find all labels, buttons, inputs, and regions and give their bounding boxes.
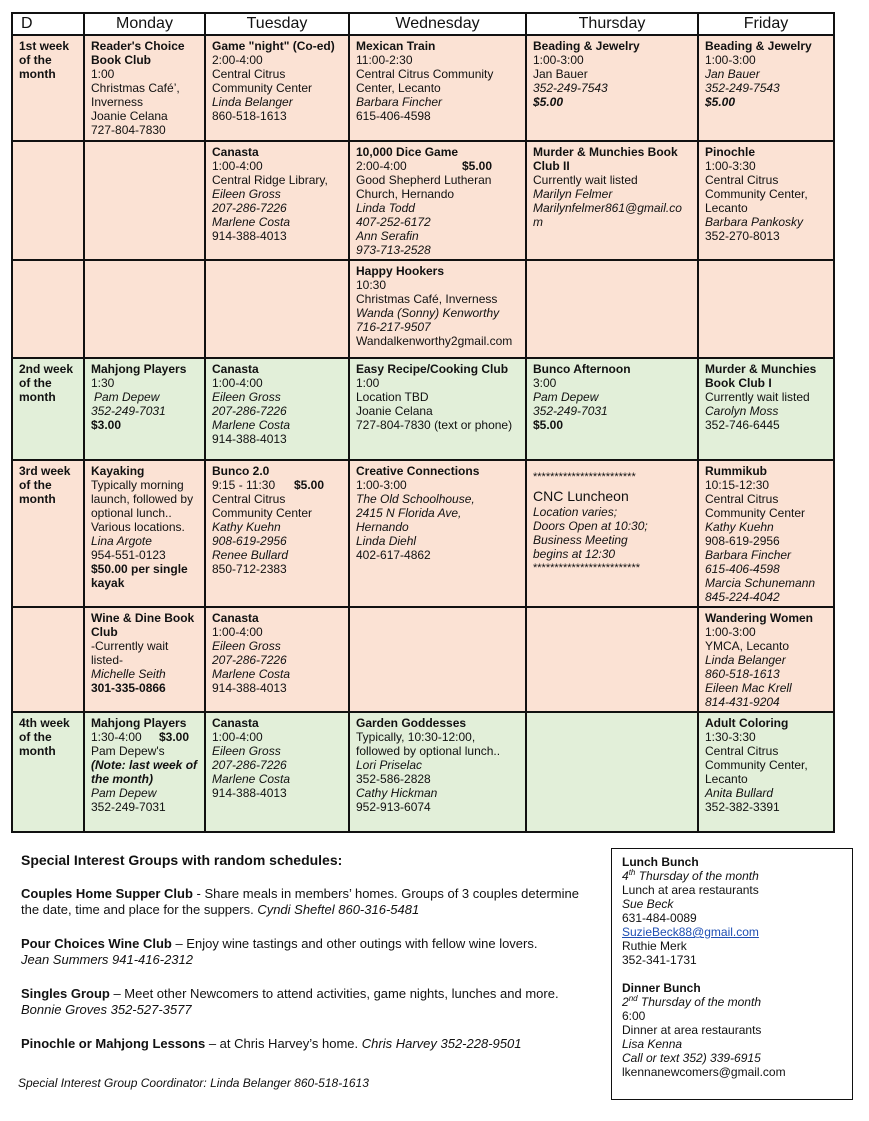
event-game-night — [205, 35, 349, 141]
event-phone: 301-335-0866 — [91, 681, 166, 695]
week-label-empty — [12, 607, 84, 712]
empty-cell — [698, 260, 834, 358]
week2-row — [12, 358, 834, 460]
calendar-table — [11, 12, 835, 833]
event-title: Game "night" (Co-ed) — [212, 39, 335, 53]
event-time: 10:30 — [356, 278, 387, 292]
event-time: 1:30-4:00 — [91, 730, 142, 744]
event-title: 10,000 Dice Game — [356, 145, 459, 159]
group-singles — [21, 986, 596, 1018]
week-label-empty — [12, 141, 84, 260]
lunch-ordinal: 4 — [622, 869, 629, 883]
event-wine-dine — [84, 607, 205, 712]
event-contact: Jan Bauer — [533, 67, 588, 81]
event-adult-coloring — [698, 712, 834, 832]
event-contact: Barbara Fincher — [705, 548, 792, 562]
dinner-location: Dinner at area restaurants — [622, 1023, 762, 1037]
event-time: 1:00-3:30 — [705, 159, 756, 173]
event-title: Murder & Munchies Book Club I — [705, 362, 817, 390]
dinner-ordinal-suffix: nd — [628, 994, 638, 1003]
event-happy-hookers — [349, 260, 526, 358]
group-description: - Share meals in members’ homes. Groups of 3 couples determine the date, time and place for the suppers. — [21, 886, 579, 917]
event-title: Murder & Munchies Book Club II — [533, 145, 678, 173]
event-canasta — [205, 712, 349, 832]
event-title: Bunco Afternoon — [533, 362, 631, 376]
group-contact: Jean Summers 941-416-2312 — [21, 952, 193, 967]
week4-row — [12, 712, 834, 832]
header-row — [12, 13, 834, 35]
event-phone: 207-286-7226 — [212, 201, 287, 215]
event-time: 11:00-2:30 — [356, 53, 413, 67]
event-contact: Pam Depew — [533, 390, 599, 404]
event-phone: 850-712-2383 — [212, 562, 287, 576]
event-status: Currently wait listed — [533, 173, 638, 187]
group-lessons — [21, 1036, 596, 1052]
event-phone: 727-804-7830 — [91, 123, 166, 137]
event-time: 1:00-4:00 — [212, 159, 263, 173]
event-phone: 914-388-4013 — [212, 681, 287, 695]
event-contact: Eileen Gross — [212, 390, 281, 404]
event-contact: Joanie Celana — [356, 404, 433, 418]
group-name: Pour Choices Wine Club — [21, 936, 172, 951]
dinner-phone: Call or text 352) 339-6915 — [622, 1051, 761, 1065]
event-phone: 352-249-7031 — [91, 800, 166, 814]
week3-row-a — [12, 460, 834, 607]
event-time: 1:00-3:00 — [533, 53, 584, 67]
dinner-time: 6:00 — [622, 1009, 646, 1023]
event-time: 3:00 — [533, 376, 557, 390]
event-title: Wandering Women — [705, 611, 813, 625]
event-dice-game — [349, 141, 526, 260]
event-title: Adult Coloring — [705, 716, 789, 730]
lunch-location: Lunch at area restaurants — [622, 883, 759, 897]
stars-divider: ************************ — [533, 471, 636, 483]
event-bunco — [205, 460, 349, 607]
event-title: Canasta — [212, 611, 259, 625]
event-phone: 914-388-4013 — [212, 786, 287, 800]
event-price: $5.00 — [533, 418, 564, 432]
event-time: Doors Open at 10:30; — [533, 519, 648, 533]
event-contact: Marcia Schunemann — [705, 576, 816, 590]
event-phone: 352-382-3391 — [705, 800, 780, 814]
event-phone: 914-388-4013 — [212, 432, 287, 446]
event-phone: 615-406-4598 — [356, 109, 431, 123]
event-location: Christmas Café’, — [91, 81, 180, 95]
stars-divider: ************************* — [533, 562, 641, 574]
event-phone: 954-551-0123 — [91, 548, 166, 562]
event-phone: 908-619-2956 — [212, 534, 287, 548]
event-status: -Currently wait listed- — [91, 639, 169, 667]
event-title: CNC Luncheon — [533, 488, 629, 504]
dinner-when — [622, 995, 842, 1009]
event-price: $3.00 — [158, 730, 189, 744]
event-title: Bunco 2.0 — [212, 464, 270, 478]
dinner-bunch-title: Dinner Bunch — [622, 981, 701, 995]
event-phone: 952-913-6074 — [356, 800, 431, 814]
event-title: Canasta — [212, 716, 259, 730]
event-contact: Marilyn Felmer — [533, 187, 613, 201]
event-contact: Lori Priselac — [356, 758, 423, 772]
event-contact: Linda Todd — [356, 201, 415, 215]
week-label-empty — [12, 260, 84, 358]
group-name: Couples Home Supper Club — [21, 886, 193, 901]
event-contact: Eileen Gross — [212, 744, 281, 758]
event-canasta — [205, 141, 349, 260]
event-title: Garden Goddesses — [356, 716, 467, 730]
event-contact: Eileen Mac Krell — [705, 681, 792, 695]
event-time: 1:00-3:00 — [705, 625, 756, 639]
dinner-when-text: Thursday of the month — [637, 995, 761, 1009]
event-time: 1:30-3:30 — [705, 730, 756, 744]
event-price: $5.00 — [533, 95, 564, 109]
dinner-email: lkennanewcomers@gmail.com — [622, 1065, 786, 1079]
event-bunco-afternoon — [526, 358, 698, 460]
event-canasta — [205, 607, 349, 712]
event-location: Central Citrus Community Center — [212, 67, 313, 95]
group-contact: Chris Harvey 352-228-9501 — [361, 1036, 522, 1051]
event-contact: Marlene Costa — [212, 667, 291, 681]
event-phone: 860-518-1613 — [705, 667, 780, 681]
event-phone: 352-249-7543 — [533, 81, 608, 95]
lunch-phone: 631-484-0089 — [622, 911, 697, 925]
event-location: Inverness — [91, 95, 144, 109]
event-mahjong — [84, 358, 205, 460]
event-location: The Old Schoolhouse, 2415 N Florida Ave, Hernando — [356, 492, 475, 534]
event-title: Mahjong Players — [91, 716, 187, 730]
event-phone: 352-586-2828 — [356, 772, 431, 786]
event-contact: Renee Bullard — [212, 548, 289, 562]
event-contact: Pam Depew — [94, 390, 160, 404]
empty-cell — [526, 260, 698, 358]
lunch-dinner-box — [611, 848, 853, 1100]
empty-cell — [526, 607, 698, 712]
event-price: $5.00 — [461, 159, 492, 173]
coordinator-note: Special Interest Group Coordinator: Linda Belanger 860-518-1613 — [18, 1076, 369, 1090]
event-contact: Carolyn Moss — [705, 404, 779, 418]
event-contact: Lina Argote — [91, 534, 152, 548]
event-title: Easy Recipe/Cooking Club — [356, 362, 509, 376]
event-kayaking — [84, 460, 205, 607]
event-email: Wandalkenworthy2gmail.com — [356, 334, 513, 348]
event-location: Central Citrus Community Center, Lecanto — [705, 173, 808, 215]
event-contact: Michelle Seith — [91, 667, 166, 681]
event-readers-choice — [84, 35, 205, 141]
event-easy-recipe — [349, 358, 526, 460]
group-name: Pinochle or Mahjong Lessons — [21, 1036, 206, 1051]
event-cnc-luncheon — [526, 460, 698, 607]
event-location: Pam Depew's — [91, 744, 165, 758]
event-contact: Kathy Kuehn — [212, 520, 281, 534]
event-location: Location TBD — [356, 390, 429, 404]
event-phone: 352-249-7031 — [533, 404, 608, 418]
event-price: $5.00 — [293, 478, 324, 492]
event-contact: Cathy Hickman — [356, 786, 438, 800]
header-friday: Friday — [698, 13, 834, 35]
event-phone: 845-224-4042 — [705, 590, 780, 604]
dinner-ordinal: 2 — [622, 995, 629, 1009]
header-thursday: Thursday — [526, 13, 698, 35]
week3-row-b — [12, 607, 834, 712]
week-label-2: 2nd week of the month — [12, 358, 84, 460]
event-time: 2:00-4:00 — [212, 53, 263, 67]
event-phone: 352-270-8013 — [705, 229, 780, 243]
group-wine-club — [21, 936, 596, 968]
empty-cell — [349, 607, 526, 712]
event-time: Typically, 10:30-12:00, followed by optional lunch.. — [356, 730, 501, 758]
event-contact: Marlene Costa — [212, 215, 291, 229]
lunch-contact: Ruthie Merk — [622, 939, 687, 953]
group-description: – Meet other Newcomers to attend activities, game nights, lunches and more. — [109, 986, 559, 1001]
event-contact: Eileen Gross — [212, 187, 281, 201]
week1-row-b — [12, 141, 834, 260]
event-creative-connections — [349, 460, 526, 607]
event-title: Reader's Choice Book Club — [91, 39, 185, 67]
event-title: Happy Hookers — [356, 264, 445, 278]
event-murder-munchies-i — [698, 358, 834, 460]
event-wandering-women — [698, 607, 834, 712]
event-time: Business Meeting begins at 12:30 — [533, 533, 628, 561]
event-phone: 352-249-7031 — [91, 404, 166, 418]
event-title: Creative Connections — [356, 464, 480, 478]
empty-cell — [526, 712, 698, 832]
event-price: $50.00 per single kayak — [91, 562, 188, 590]
event-time: 1:00-4:00 — [212, 730, 263, 744]
event-time: 1:00-4:00 — [212, 376, 263, 390]
event-title: Rummikub — [705, 464, 768, 478]
lunch-contact: Sue Beck — [622, 897, 674, 911]
event-rummikub — [698, 460, 834, 607]
event-contact: Barbara Pankosky — [705, 215, 804, 229]
event-time: 1:00-4:00 — [212, 625, 263, 639]
event-phone: 207-286-7226 — [212, 404, 287, 418]
event-garden-goddesses — [349, 712, 526, 832]
empty-cell — [84, 260, 205, 358]
event-time: 1:00-3:00 — [705, 53, 756, 67]
event-canasta — [205, 358, 349, 460]
event-contact: Linda Belanger — [212, 95, 293, 109]
week1-row-a — [12, 35, 834, 141]
lunch-when — [622, 869, 842, 883]
event-murder-munchies-ii — [526, 141, 698, 260]
event-phone: 207-286-7226 — [212, 653, 287, 667]
event-title: Kayaking — [91, 464, 145, 478]
event-phone: 402-617-4862 — [356, 548, 431, 562]
header-monday: Monday — [84, 13, 205, 35]
event-time: 10:15-12:30 — [705, 478, 770, 492]
event-beading-thu — [526, 35, 698, 141]
event-contact: Linda Diehl — [356, 534, 417, 548]
event-title: Beading & Jewelry — [533, 39, 640, 53]
special-interest-groups — [21, 852, 596, 1070]
group-contact: Cyndi Sheftel 860-316-5481 — [257, 902, 420, 917]
lunch-when-text: Thursday of the month — [635, 869, 759, 883]
lunch-phone: 352-341-1731 — [622, 953, 697, 967]
lunch-bunch-title: Lunch Bunch — [622, 855, 699, 869]
event-pinochle — [698, 141, 834, 260]
lunch-ordinal-suffix: th — [628, 868, 636, 877]
event-location: Good Shepherd Lutheran Church, Hernando — [356, 173, 492, 201]
event-phone: 352-746-6445 — [705, 418, 780, 432]
event-contact: Pam Depew — [91, 786, 157, 800]
event-description: Typically morning launch, followed by optional lunch.. Various locations. — [91, 478, 194, 534]
event-location: Central Ridge Library, — [212, 173, 328, 187]
empty-cell — [84, 141, 205, 260]
event-title: Wine & Dine Book Club — [91, 611, 195, 639]
event-location: Christmas Café, Inverness — [356, 292, 498, 306]
event-time: 1:30 — [91, 376, 115, 390]
event-contact: Ann Serafin — [356, 229, 419, 243]
event-contact: Jan Bauer — [705, 67, 760, 81]
event-phone: 716-217-9507 — [356, 320, 431, 334]
event-title: Canasta — [212, 145, 259, 159]
event-phone: 407-252-6172 — [356, 215, 431, 229]
header-tuesday: Tuesday — [205, 13, 349, 35]
event-email: Marilynfelmer861@gmail.com — [533, 201, 682, 229]
event-contact: Wanda (Sonny) Kenworthy — [356, 306, 500, 320]
event-time: 1:00 — [91, 67, 115, 81]
event-contact: Anita Bullard — [705, 786, 774, 800]
event-contact: Marlene Costa — [212, 418, 291, 432]
event-contact: Linda Belanger — [705, 653, 786, 667]
event-location: Central Citrus Community Center, Lecanto — [356, 67, 494, 95]
group-couples-supper — [21, 886, 596, 918]
event-contact: Kathy Kuehn — [705, 520, 774, 534]
event-note: (Note: last week of the month) — [91, 758, 198, 786]
event-phone: 615-406-4598 — [705, 562, 780, 576]
event-contact: Barbara Fincher — [356, 95, 443, 109]
event-time: 2:00-4:00 — [356, 159, 407, 173]
event-location: YMCA, Lecanto — [705, 639, 790, 653]
week-label-3: 3rd week of the month — [12, 460, 84, 607]
event-location: Central Citrus Community Center — [705, 492, 806, 520]
event-price: $3.00 — [91, 418, 122, 432]
event-phone: 914-388-4013 — [212, 229, 287, 243]
event-time: 1:00-3:00 — [356, 478, 407, 492]
event-title: Beading & Jewelry — [705, 39, 812, 53]
event-price: $5.00 — [705, 95, 736, 109]
event-phone: 860-518-1613 — [212, 109, 287, 123]
event-phone: 352-249-7543 — [705, 81, 780, 95]
event-time: 1:00 — [356, 376, 380, 390]
event-location: Central Citrus Community Center, Lecanto — [705, 744, 808, 786]
event-title: Mahjong Players — [91, 362, 187, 376]
special-title: Special Interest Groups with random schedules: — [21, 852, 343, 868]
event-title: Canasta — [212, 362, 259, 376]
event-phone: 814-431-9204 — [705, 695, 780, 709]
event-location: Central Citrus Community Center — [212, 492, 313, 520]
event-contact: Eileen Gross — [212, 639, 281, 653]
lunch-email-link[interactable]: SuzieBeck88@gmail.com — [622, 925, 759, 939]
week-label-1: 1st week of the month — [12, 35, 84, 141]
event-contact: Marlene Costa — [212, 772, 291, 786]
event-phone: 973-713-2528 — [356, 243, 431, 257]
event-title: Pinochle — [705, 145, 756, 159]
week-label-4: 4th week of the month — [12, 712, 84, 832]
empty-cell — [205, 260, 349, 358]
group-name: Singles Group — [21, 986, 110, 1001]
event-contact: Joanie Celana — [91, 109, 168, 123]
event-location: Location varies; — [533, 505, 618, 519]
event-phone: 727-804-7830 (text or phone) — [356, 418, 513, 432]
group-description: – Enjoy wine tastings and other outings with fellow wine lovers. — [171, 936, 538, 951]
header-d: D — [12, 13, 84, 35]
event-time: 9:15 - 11:30 — [212, 478, 276, 492]
event-phone: 207-286-7226 — [212, 758, 287, 772]
event-status: Currently wait listed — [705, 390, 810, 404]
event-phone: 908-619-2956 — [705, 534, 780, 548]
header-wednesday: Wednesday — [349, 13, 526, 35]
event-beading-fri — [698, 35, 834, 141]
week1-row-c — [12, 260, 834, 358]
event-title: Mexican Train — [356, 39, 436, 53]
event-mexican-train — [349, 35, 526, 141]
dinner-contact: Lisa Kenna — [622, 1037, 683, 1051]
group-contact: Bonnie Groves 352-527-3577 — [21, 1002, 192, 1017]
event-mahjong-last — [84, 712, 205, 832]
group-description: – at Chris Harvey’s home. — [205, 1036, 362, 1051]
